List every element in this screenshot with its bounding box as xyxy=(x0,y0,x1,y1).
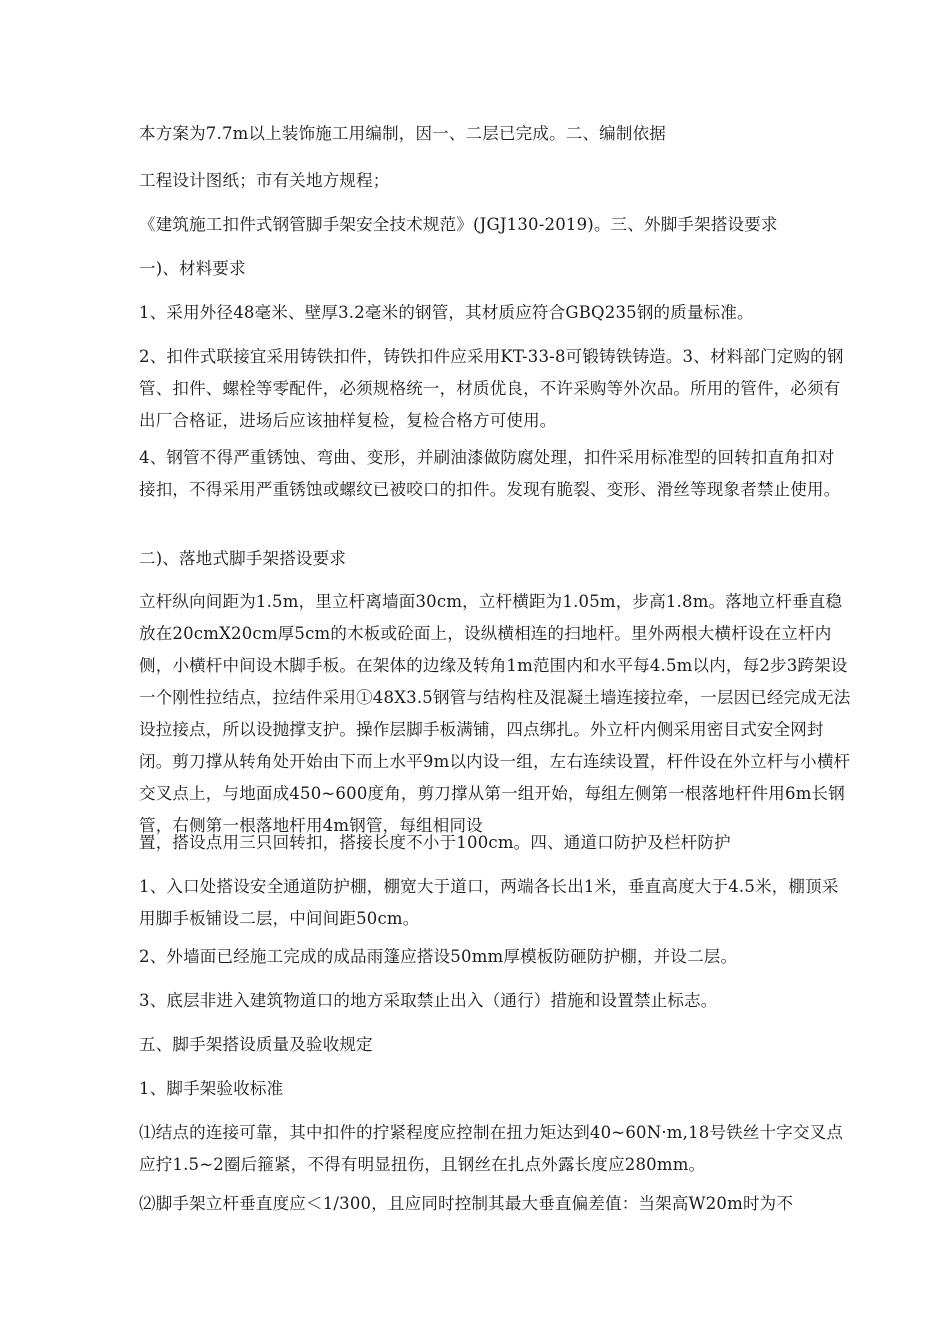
paragraph-protection-2: 2、外墙面已经施工完成的成品雨篷应搭设50mm厚模板防砸防护棚，并设二层。 xyxy=(139,947,738,966)
paragraph-material-4: 4、钢管不得严重锈蚀、弯曲、变形，并刷油漆做防腐处理，扣件采用标准型的回转扣直角扣对接扣，不得采用严重锈蚀或螺纹已被咬口的扣件。发现有脆裂、变形、滑丝等现象者禁止使用。 xyxy=(139,448,841,499)
paragraph-verticality: ⑵脚手架立杆垂直度应＜1/300，且应同时控制其最大垂直偏差值：当架高W20m时为不 xyxy=(139,1194,794,1213)
heading-material-requirements: 一)、材料要求 xyxy=(139,259,246,278)
paragraph-protection-3: 3、底层非进入建筑物道口的地方采取禁止出入（通行）措施和设置禁止标志。 xyxy=(139,991,718,1010)
paragraph-material-1: 1、采用外径48毫米、壁厚3.2毫米的钢管，其材质应符合GBQ235钢的质量标准。 xyxy=(139,303,754,322)
heading-floor-scaffold: 二)、落地式脚手架搭设要求 xyxy=(139,549,347,568)
paragraph-overlap: 置，搭设点用三只回转扣，搭接长度不小于100cm。四、通道口防护及栏杆防护 xyxy=(139,833,731,852)
paragraph-material-2-3: 2、扣件式联接宜采用铸铁扣件，铸铁扣件应采用KT-33-8可锻铸铁铸造。3、材料部门定购的钢管、扣件、螺栓等零配件，必须规格统一，材质优良，不许采购等外次品。所用的管件，必须有出厂合格证，进场后应该抽样复检，复检合格方可使用。 xyxy=(139,347,844,430)
paragraph-scope: 本方案为7.7m以上装饰施工用编制，因一、二层已完成。二、编制依据 xyxy=(139,124,666,143)
paragraph-protection-1: 1、入口处搭设安全通道防护棚，棚宽大于道口，两端各长出1米，垂直高度大于4.5米，棚顶采用脚手板铺设二层，中间间距50cm。 xyxy=(139,877,839,928)
heading-quality-acceptance: 五、脚手架搭设质量及验收规定 xyxy=(139,1035,373,1054)
paragraph-joint-connection: ⑴结点的连接可靠，其中扣件的拧紧程度应控制在扭力矩达到40~60N·m,18号铁丝十字交叉点应拧1.5~2圈后箍紧，不得有明显扭伤，且钢丝在扎点外露长度应280mm。 xyxy=(139,1123,844,1174)
heading-acceptance-standard: 1、脚手架验收标准 xyxy=(139,1079,284,1098)
paragraph-basis-drawings: 工程设计图纸；市有关地方规程； xyxy=(139,171,390,190)
paragraph-floor-scaffold: 立杆纵向间距为1.5m，里立杆离墙面30cm，立杆横距为1.05m，步高1.8m。落地立杆垂直稳放在20cmX20cm厚5cm的木板或砼面上，设纵横相连的扫地杆。里外两根大横杆设在立杆内侧，小横杆中间设木脚手板。在架体的边缘及转角1m范围内和水平每4.5m以内，每2步3跨架设一个刚性拉结点，拉结件采用①48X3.5钢管与结构柱及混凝土墙连接拉牵，一层因已经完成无法设拉接点，所以设抛撑支护。操作层脚手板满铺，四点绑扎。外立杆内侧采用密目式安全网封闭。剪刀撑从转角处开始由下而上水平9m以内设一组，左右连续设置，杆件设在外立杆与小横杆交叉点上，与地面成450~600度角，剪刀撑从第一组开始，每组左侧第一根落地杆件用6m长钢管，右侧第一根落地杆用4m钢管，每组相同设 xyxy=(139,592,851,835)
paragraph-basis-standard: 《建筑施工扣件式钢管脚手架安全技术规范》(JGJ130-2019)。三、外脚手架搭设要求 xyxy=(139,215,778,234)
